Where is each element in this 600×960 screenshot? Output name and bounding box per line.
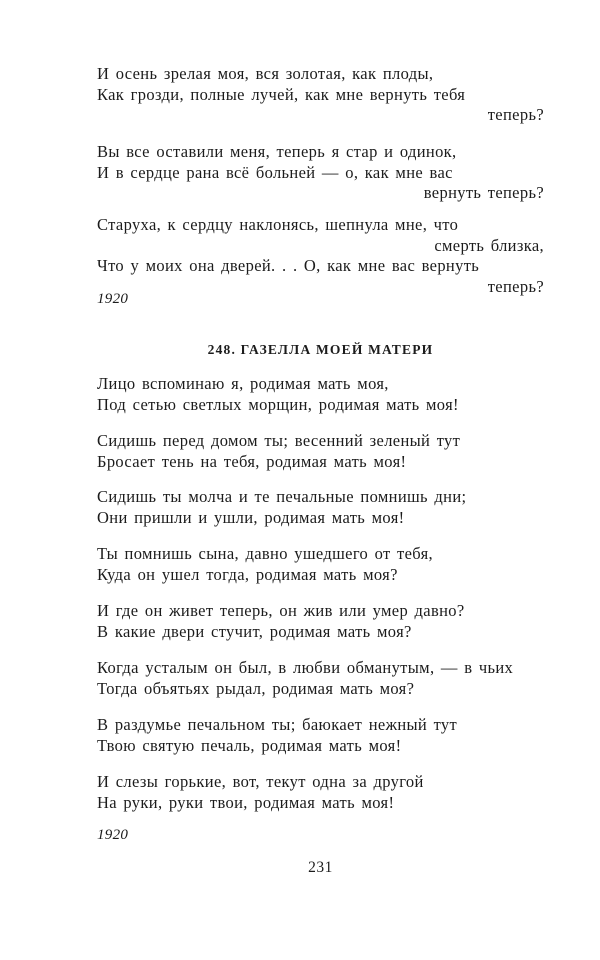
verse-line-continuation: смерть близка, xyxy=(434,235,544,255)
verse-line: Лицо вспоминаю я, родимая мать моя, xyxy=(97,374,389,393)
poem-number: 248. xyxy=(207,342,237,357)
poem-stanza-7 xyxy=(97,715,544,756)
verse-line: Старуха, к сердцу наклонясь, шепнула мне, что xyxy=(97,215,459,234)
verse-line: Как грозди, полные лучей, как мне вернуть тебя xyxy=(97,84,466,104)
verse-line: Куда он ушел тогда, родимая мать моя? xyxy=(97,564,398,584)
book-page xyxy=(97,0,544,960)
verse-line-continuation: теперь? xyxy=(487,276,544,296)
verse-line: В какие двери стучит, родимая мать моя? xyxy=(97,621,412,641)
previous-poem-year: 1920 xyxy=(97,291,129,307)
verse-line: На руки, руки твои, родимая мать моя! xyxy=(97,792,395,812)
poem-title-text: ГАЗЕЛЛА МОЕЙ МАТЕРИ xyxy=(240,342,434,357)
poem-stanza-1 xyxy=(97,374,544,415)
verse-line: Бросает тень на тебя, родимая мать моя! xyxy=(97,451,407,471)
poem-stanza-5 xyxy=(97,601,544,642)
verse-line: Под сетью светлых морщин, родимая мать моя! xyxy=(97,394,459,414)
poem-title xyxy=(97,341,544,359)
verse-line: Вы все оставили меня, теперь я стар и одинок, xyxy=(97,142,457,161)
verse-line: Твою святую печаль, родимая мать моя! xyxy=(97,735,402,755)
poem-stanza-3 xyxy=(97,487,544,528)
poem-year: 1920 xyxy=(97,827,129,843)
verse-line: И слезы горькие, вот, текут одна за другой xyxy=(97,772,424,791)
verse-line-continuation: теперь? xyxy=(487,105,544,124)
verse-line: Когда усталым он был, в любви обманутым, — в чьих xyxy=(97,658,514,677)
verse-line: Тогда объятьях рыдал, родимая мать моя? xyxy=(97,678,415,698)
previous-poem-stanza-1 xyxy=(97,64,544,126)
poem-stanza-4 xyxy=(97,544,544,585)
verse-line: И осень зрелая моя, вся золотая, как плоды, xyxy=(97,64,434,83)
previous-poem-stanza-2 xyxy=(97,142,544,204)
verse-line: Что у моих она дверей. . . О, как мне вас вернуть xyxy=(97,256,480,275)
verse-line: Сидишь ты молча и те печальные помнишь дни; xyxy=(97,487,467,506)
previous-poem-stanza-3 xyxy=(97,215,544,297)
verse-line: Ты помнишь сына, давно ушедшего от тебя, xyxy=(97,544,434,563)
verse-line-continuation: вернуть теперь? xyxy=(423,183,544,202)
verse-line: В раздумье печальном ты; баюкает нежный тут xyxy=(97,715,458,734)
poem-stanza-8 xyxy=(97,772,544,813)
poem-stanza-6 xyxy=(97,658,544,699)
poem-stanza-2 xyxy=(97,431,544,472)
verse-line: Сидишь перед домом ты; весенний зеленый тут xyxy=(97,431,461,450)
page-number: 231 xyxy=(308,859,333,876)
verse-line: Они пришли и ушли, родимая мать моя! xyxy=(97,507,405,527)
verse-line: И в сердце рана всё больней — о, как мне вас xyxy=(97,162,453,182)
verse-line: И где он живет теперь, он жив или умер давно? xyxy=(97,601,465,620)
